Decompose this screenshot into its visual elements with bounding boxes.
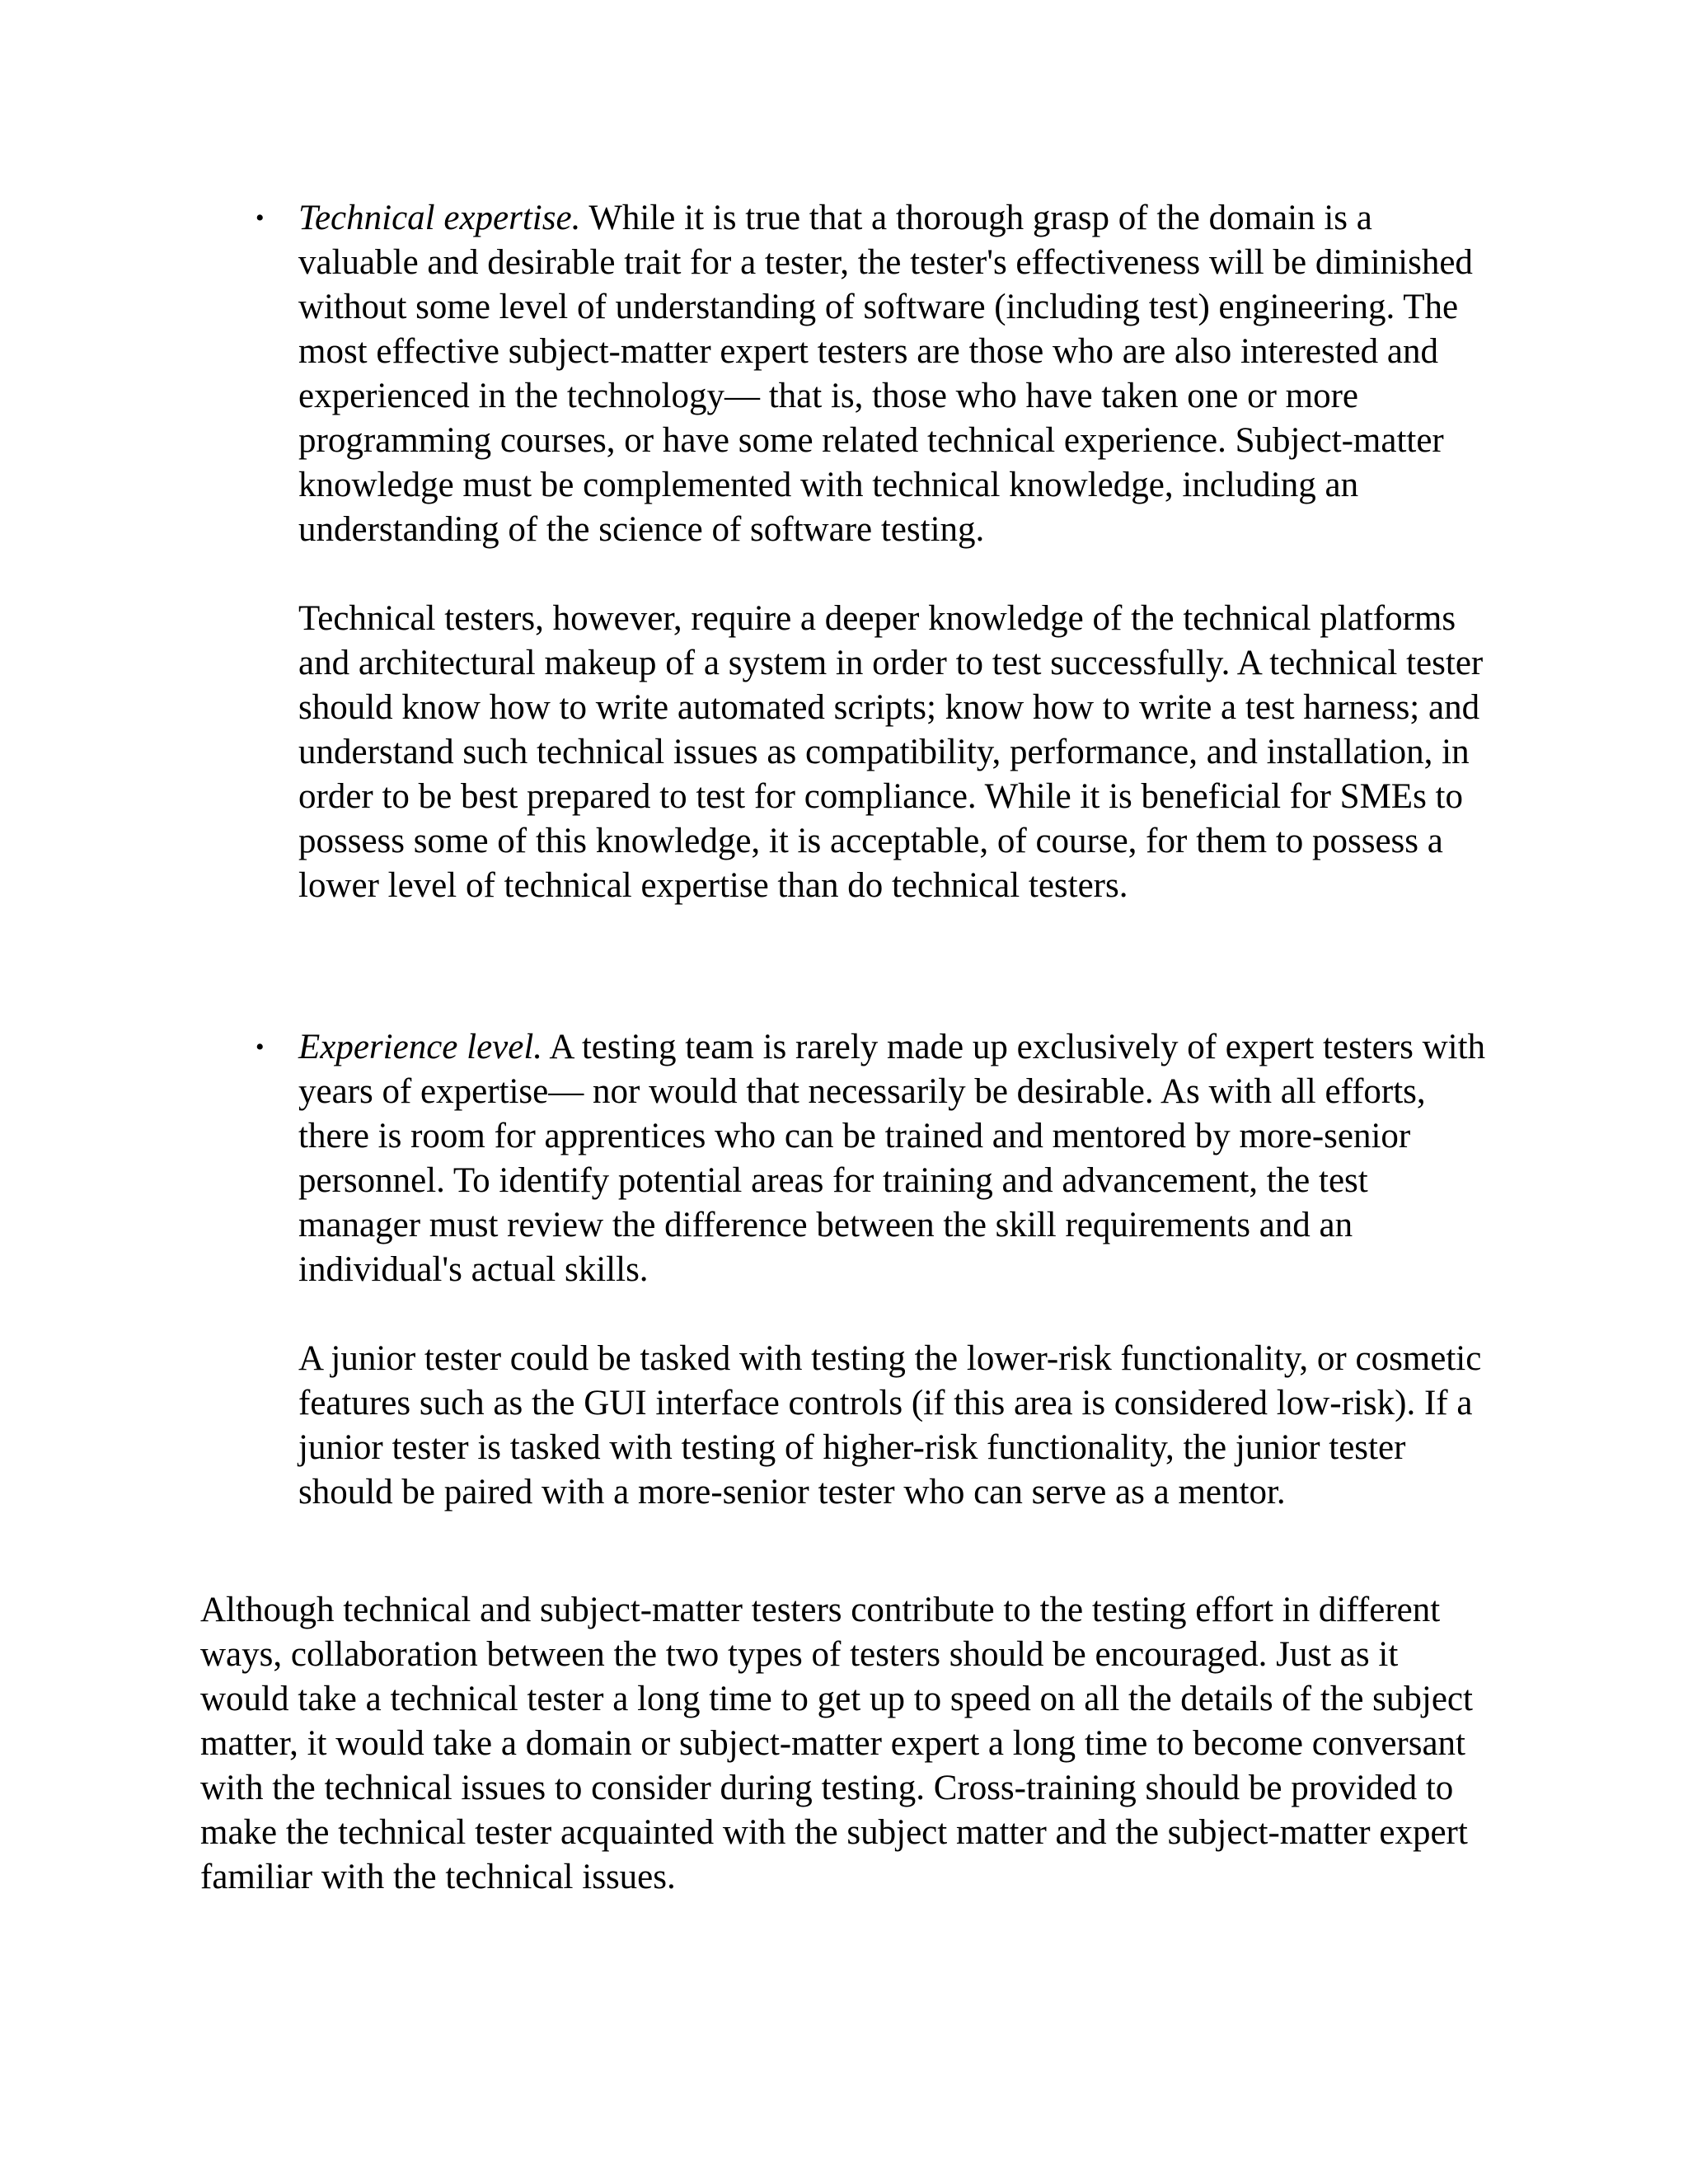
bullet-paragraph — [298, 1025, 1493, 1292]
bullet-text: While it is true that a thorough grasp of the domain is a valuable and desirable trait for a tester, the tester's effectiveness will be diminished without some level of understanding of software (including test) engineering. The most effective subject-matter expert testers are those who are also interested and experienced in the technology— that is, those who have taken one or more programming courses, or have some related technical experience. Subject-matter knowledge must be complemented with technical knowledge, including an understanding of the science of software testing. — [298, 199, 1473, 549]
bullet-icon: • — [256, 1033, 265, 1061]
bullet-text: A testing team is rarely made up exclusively of expert testers with years of expertise— nor would that necessarily be desirable. As with all efforts, there is room for apprentices who can be trained and mentored by more-senior personnel. To identify potential areas for training and advancement, the test manager must review the difference between the skill requirements and an individual's actual skills. — [298, 1028, 1486, 1289]
bullet-continuation: A junior tester could be tasked with testing the lower-risk functionality, or cosmetic features such as the GUI interface controls (if this area is considered low-risk). If a junior tester is tasked with testing of higher-risk functionality, the junior tester should be paired with a more-senior tester who can serve as a mentor. — [298, 1339, 1482, 1511]
closing-paragraph: Although technical and subject-matter testers contribute to the testing effort in different ways, collaboration between the two types of testers should be encouraged. Just as it would take a technical tester a long time to get up to speed on all the details of the subject matter, it would take a domain or subject-matter expert a long time to become conversant with the technical issues to consider during testing. Cross-training should be provided to make the technical tester acquainted with the subject matter and the subject-matter expert familiar with the technical issues. — [200, 1591, 1473, 1896]
bullet-title: Experience level. — [298, 1028, 543, 1066]
bullet-continuation: Technical testers, however, require a deeper knowledge of the technical platforms and architectural makeup of a system in order to test successfully. A technical tester should know how to write automated scripts; know how to write a test harness; and understand such technical issues as compatibility, performance, and installation, in order to be best prepared to test for compliance. While it is beneficial for SMEs to possess some of this knowledge, it is acceptable, of course, for them to possess a lower level of technical expertise than do technical testers. — [298, 599, 1484, 905]
bullet-icon: • — [256, 204, 265, 232]
bullet-paragraph — [298, 196, 1493, 552]
bullet-item-technical-expertise — [256, 196, 1493, 908]
bullet-title: Technical expertise. — [298, 199, 581, 237]
bullet-item-experience-level — [256, 1025, 1493, 1515]
